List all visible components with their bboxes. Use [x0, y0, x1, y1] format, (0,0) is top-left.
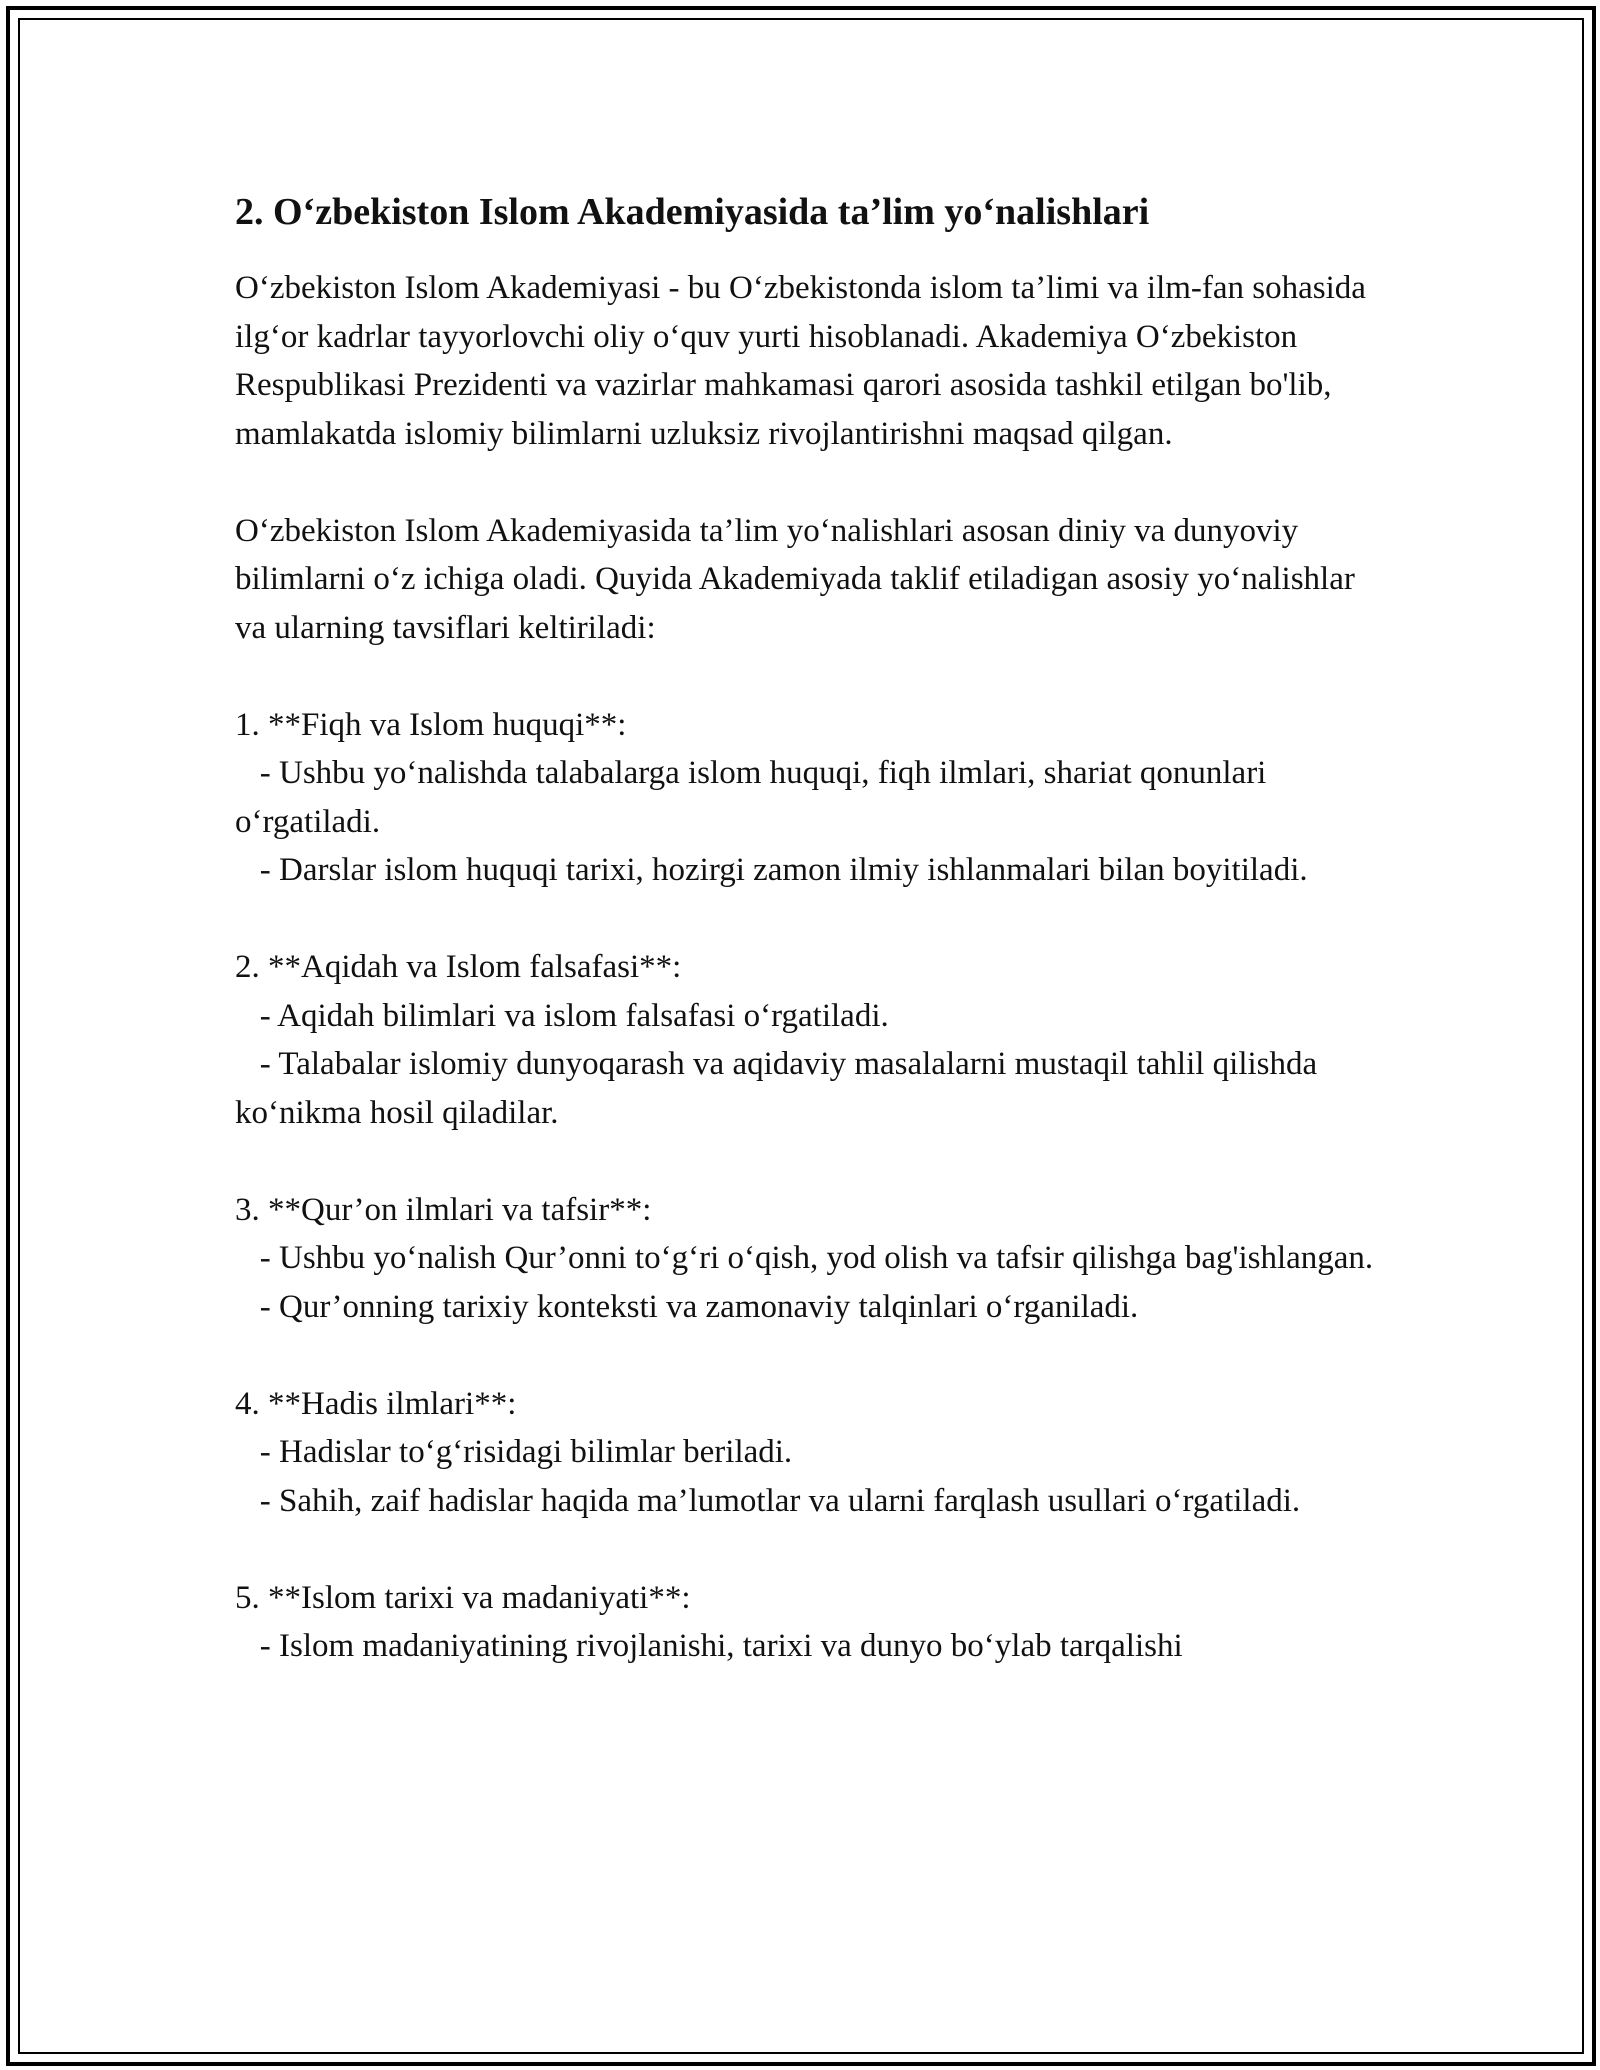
- section-bullet: - Hadislar to‘g‘risidagi bilimlar beriladi.: [235, 1434, 793, 1470]
- section-heading: 4. **Hadis ilmlari**:: [235, 1385, 517, 1422]
- paragraph-spacer: [235, 1137, 1375, 1186]
- section-heading: 3. **Qur’on ilmlari va tafsir**:: [235, 1191, 652, 1228]
- section-aqidah: [235, 943, 1375, 1137]
- section-heading: 1. **Fiqh va Islom huquqi**:: [235, 706, 627, 743]
- section-bullet: - Ushbu yo‘nalish Qur’onni to‘g‘ri o‘qish, yod olish va tafsir qilishga bag'ishlangan.: [235, 1240, 1374, 1276]
- section-heading: 2. **Aqidah va Islom falsafasi**:: [235, 949, 682, 985]
- section-bullet: - Ushbu yo‘nalishda talabalarga islom huquqi, fiqh ilmlari, shariat qonunlari o‘rgatiladi.: [235, 755, 1275, 840]
- paragraph-spacer: [235, 458, 1375, 507]
- paragraph-spacer: [235, 895, 1375, 944]
- intro-paragraph-1: O‘zbekiston Islom Akademiyasi - bu O‘zbekistonda islom ta’limi va ilm-fan sohasida ilg‘or kadrlar tayyorlovchi oliy o‘quv yurti hisoblanadi. Akademiya O‘zbekiston Respublikasi Prezidenti va vazirlar mahkamasi qarori asosida tashkil etilgan bo'lib, mamlakatda islomiy bilimlarni uzluksiz rivojlantirishni maqsad qilgan.: [235, 270, 1366, 452]
- section-bullet: - Sahih, zaif hadislar haqida ma’lumotlar va ularni farqlash usullari o‘rgatiladi.: [235, 1482, 1301, 1519]
- intro-paragraph-2: O‘zbekiston Islom Akademiyasida ta’lim yo‘nalishlari asosan diniy va dunyoviy bilimlarni o‘z ichiga oladi. Quyida Akademiyada taklif etiladigan asosiy yo‘nalishlar va ularning tavsiflari keltiriladi:: [235, 512, 1355, 646]
- section-hadis: [235, 1380, 1375, 1526]
- section-bullet: - Talabalar islomiy dunyoqarash va aqidaviy masalalarni mustaqil tahlil qilishda ko‘nikma hosil qiladilar.: [235, 1046, 1326, 1131]
- section-bullet: - Darslar islom huquqi tarixi, hozirgi zamon ilmiy ishlanmalari bilan boyitiladi.: [235, 852, 1308, 888]
- section-fiqh: [235, 701, 1375, 895]
- paragraph-spacer: [235, 1525, 1375, 1574]
- section-quran: [235, 1186, 1375, 1332]
- section-bullet: - Aqidah bilimlari va islom falsafasi o‘rgatiladi.: [235, 997, 889, 1034]
- paragraph-spacer: [235, 652, 1375, 701]
- section-bullet: - Islom madaniyatining rivojlanishi, tarixi va dunyo bo‘ylab tarqalishi: [235, 1628, 1183, 1664]
- section-heading: 5. **Islom tarixi va madaniyati**:: [235, 1579, 691, 1616]
- paragraph-spacer: [235, 1331, 1375, 1380]
- document-title: 2. O‘zbekiston Islom Akademiyasida ta’lim yo‘nalishlari: [235, 191, 1150, 233]
- document-body: [235, 186, 1375, 1671]
- section-bullet: - Qur’onning tarixiy konteksti va zamonaviy talqinlari o‘rganiladi.: [235, 1288, 1139, 1325]
- section-tarix: [235, 1574, 1375, 1671]
